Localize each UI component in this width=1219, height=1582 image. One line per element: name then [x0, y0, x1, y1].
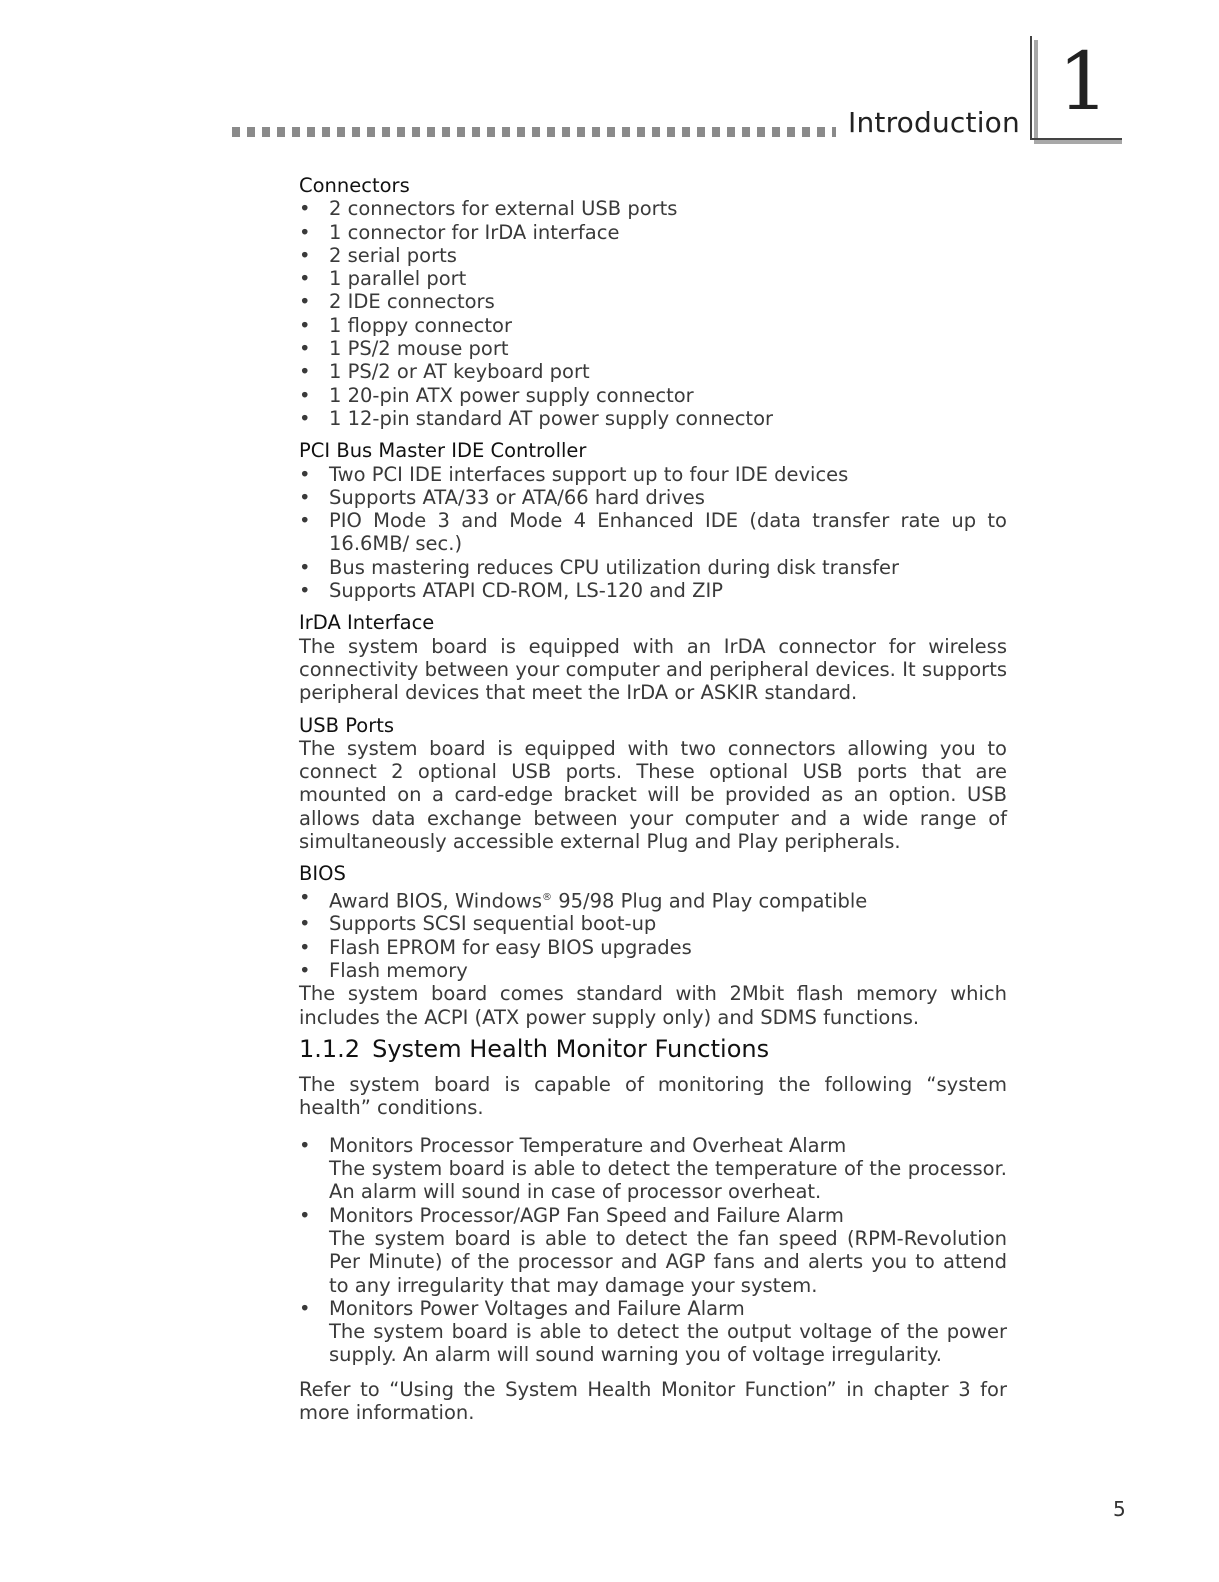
list-item: • Supports ATA/33 or ATA/66 hard drives — [299, 486, 1007, 509]
list-item: • Two PCI IDE interfaces support up to four IDE devices — [299, 463, 1007, 486]
list-item: • 1 PS/2 mouse port — [299, 337, 1007, 360]
bios-paragraph: The system board comes standard with 2Mbit flash memory which includes the ACPI (ATX power supply only) and SDMS functions. — [299, 982, 1007, 1029]
section-title-text: System Health Monitor Functions — [372, 1034, 770, 1063]
health-item-desc: The system board is able to detect the fan speed (RPM-Revolution Per Minute) of the processor and AGP fans and alerts you to attend to any irregularity that may damage your system. — [329, 1226, 1007, 1297]
usb-paragraph: The system board is equipped with two connectors allowing you to connect 2 optional USB ports. These optional USB ports that are mounted on a card-edge bracket will be provided as an option. USB allows data exchange between your computer and a wide range of simultaneously accessible external Plug and Play peripherals. — [299, 736, 1007, 854]
list-item: • 1 PS/2 or AT keyboard port — [299, 360, 1007, 383]
list-item: • Award BIOS, Windows® 95/98 Plug and Play compatible — [299, 886, 1007, 913]
section-title — [299, 1034, 1007, 1063]
chapter-title: Introduction — [848, 106, 1020, 139]
ide-heading: PCI Bus Master IDE Controller — [299, 439, 587, 463]
list-item — [299, 1204, 1007, 1297]
connectors-heading: Connectors — [299, 174, 410, 197]
irda-paragraph: The system board is equipped with an IrDA connector for wireless connectivity between your computer and peripheral devices. It supports peripheral devices that meet the IrDA or ASKIR standard. — [299, 634, 1007, 705]
ide-list — [299, 463, 1007, 603]
bios-list — [299, 886, 1007, 983]
list-item: • Flash EPROM for easy BIOS upgrades — [299, 936, 1007, 959]
list-item: • 1 connector for IrDA interface — [299, 221, 1007, 244]
header-dotted-rule — [232, 127, 836, 137]
health-item-title: Monitors Processor/AGP Fan Speed and Failure Alarm — [329, 1203, 844, 1227]
list-item: • Bus mastering reduces CPU utilization during disk transfer — [299, 556, 1007, 579]
list-item: • 1 20-pin ATX power supply connector — [299, 384, 1007, 407]
health-list — [299, 1134, 1007, 1367]
list-item: • Supports SCSI sequential boot-up — [299, 912, 1007, 935]
usb-heading: USB Ports — [299, 713, 395, 737]
list-item: • 2 IDE connectors — [299, 290, 1007, 313]
list-item — [299, 1297, 1007, 1367]
irda-heading: IrDA Interface — [299, 611, 435, 635]
list-item: • 1 parallel port — [299, 267, 1007, 290]
connectors-list — [299, 197, 1007, 430]
refer-paragraph: Refer to “Using the System Health Monitor Function” in chapter 3 for more information. — [299, 1377, 1007, 1425]
list-item: • 1 12-pin standard AT power supply connector — [299, 407, 1007, 430]
health-item-title: Monitors Processor Temperature and Overheat Alarm — [329, 1133, 847, 1157]
bios-heading: BIOS — [299, 862, 346, 886]
chapter-number: 1 — [1058, 35, 1109, 128]
list-item — [299, 1134, 1007, 1204]
list-item: • PIO Mode 3 and Mode 4 Enhanced IDE (data transfer rate up to 16.6MB/ sec.) — [299, 509, 1007, 556]
health-item-desc: The system board is able to detect the output voltage of the power supply. An alarm will sound warning you of voltage irregularity. — [329, 1320, 1007, 1367]
list-item: • 2 connectors for external USB ports — [299, 197, 1007, 220]
health-intro: The system board is capable of monitoring the following “system health” conditions. — [299, 1073, 1007, 1120]
health-item-title: Monitors Power Voltages and Failure Alarm — [329, 1296, 745, 1320]
registered-mark: ® — [542, 891, 552, 903]
page-number: 5 — [1113, 1497, 1126, 1521]
health-item-desc: The system board is able to detect the temperature of the processor. An alarm will sound in case of processor overheat. — [329, 1157, 1007, 1204]
list-item: • 1 floppy connector — [299, 314, 1007, 337]
list-item: • Flash memory — [299, 959, 1007, 982]
page-content — [299, 174, 1007, 1433]
section-number: 1.1.2 — [299, 1034, 361, 1063]
list-item: • Supports ATAPI CD-ROM, LS-120 and ZIP — [299, 579, 1007, 602]
list-item: • 2 serial ports — [299, 244, 1007, 267]
